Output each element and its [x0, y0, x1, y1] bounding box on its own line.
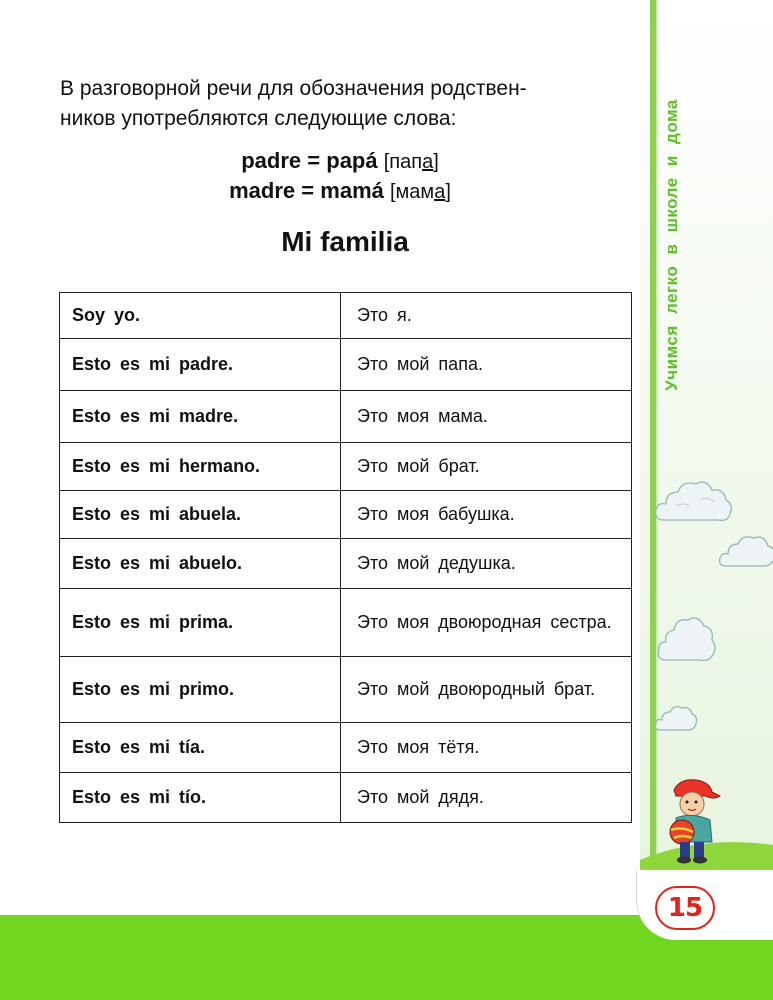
- intro-line: ников употребляются следующие слова:: [60, 107, 457, 130]
- vocab-word: padre: [241, 148, 302, 173]
- cloud-icon: [654, 704, 698, 734]
- spanish-phrase: Esto es mi abuelo.: [60, 539, 341, 589]
- russian-translation: Это мой папа.: [341, 339, 632, 391]
- spanish-phrase: Esto es mi hermano.: [60, 443, 341, 491]
- boy-with-ball-illustration: [654, 776, 724, 866]
- sidebar-title: Учимся легко в школе и дома: [662, 99, 681, 391]
- vocab-equals: =: [301, 178, 315, 203]
- spanish-phrase: Esto es mi prima.: [60, 589, 341, 657]
- table-row: [60, 339, 632, 391]
- table-row: [60, 773, 632, 823]
- vocab-equals: =: [307, 148, 321, 173]
- table-row: [60, 589, 632, 657]
- family-table: [59, 292, 632, 823]
- cloud-icon: [718, 532, 773, 572]
- vocab-line: [0, 178, 680, 204]
- cloud-icon: [656, 610, 718, 666]
- russian-translation: Это моя бабушка.: [341, 491, 632, 539]
- spanish-phrase: Esto es mi tío.: [60, 773, 341, 823]
- table-row: [60, 657, 632, 723]
- spanish-phrase: Esto es mi madre.: [60, 391, 341, 443]
- table-row: [60, 539, 632, 589]
- table-row: [60, 491, 632, 539]
- russian-translation: Это я.: [341, 293, 632, 339]
- russian-translation: Это моя мама.: [341, 391, 632, 443]
- table-row: [60, 723, 632, 773]
- spanish-phrase: Esto es mi padre.: [60, 339, 341, 391]
- spanish-phrase: Soy yo.: [60, 293, 341, 339]
- vocab-line: [0, 148, 680, 174]
- russian-translation: Это мой брат.: [341, 443, 632, 491]
- section-title: Mi familia: [281, 226, 409, 257]
- table-row: [60, 391, 632, 443]
- spanish-phrase: Esto es mi tía.: [60, 723, 341, 773]
- table-row: [60, 443, 632, 491]
- russian-translation: Это моя двоюродная сестра.: [341, 589, 632, 657]
- russian-translation: Это моя тётя.: [341, 723, 632, 773]
- vocab-pronunciation: [папа]: [383, 151, 439, 173]
- russian-translation: Это мой дядя.: [341, 773, 632, 823]
- spanish-phrase: Esto es mi abuela.: [60, 491, 341, 539]
- stressed-vowel: а: [434, 181, 446, 203]
- cloud-icon: [654, 476, 734, 528]
- stressed-vowel: а: [422, 151, 434, 173]
- table-row: [60, 293, 632, 339]
- vocab-informal: papá: [326, 148, 378, 173]
- intro-line: В разговорной речи для обозначения родствен-: [60, 77, 527, 100]
- vocab-pronunciation: [мама]: [390, 181, 451, 203]
- spanish-phrase: Esto es mi primo.: [60, 657, 341, 723]
- page-number: 15: [655, 886, 715, 930]
- vocab-informal: mamá: [320, 178, 384, 203]
- intro-paragraph: [60, 74, 632, 134]
- russian-translation: Это мой двоюродный брат.: [341, 657, 632, 723]
- vocab-word: madre: [229, 178, 296, 203]
- russian-translation: Это мой дедушка.: [341, 539, 632, 589]
